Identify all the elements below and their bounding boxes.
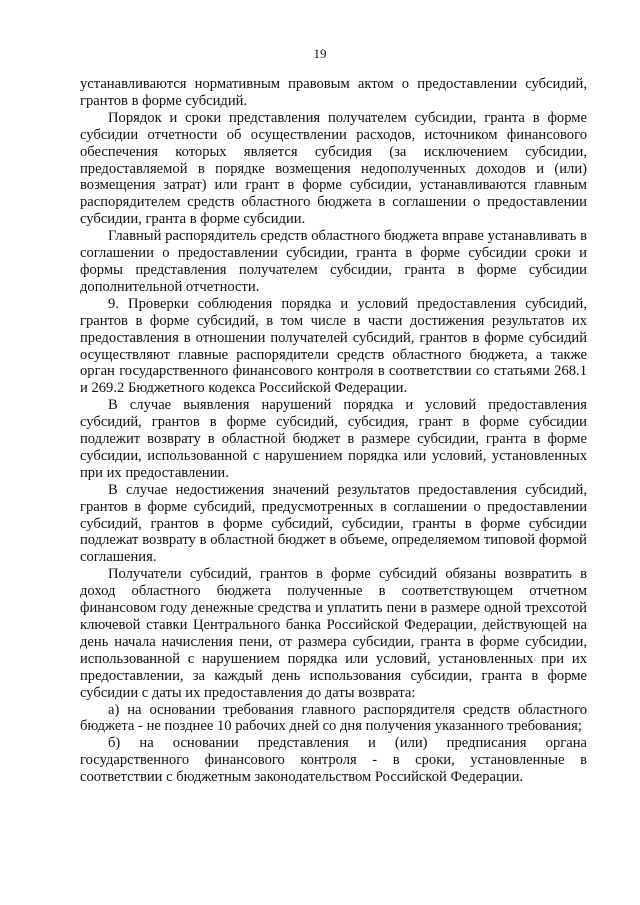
document-body xyxy=(80,76,587,786)
paragraph-continuation: устанавливаются нормативным правовым актом о предоставлении субсидий, грантов в форме субсидий. xyxy=(80,76,587,109)
paragraph-reporting-procedure: Порядок и сроки представления получателем субсидии, гранта в форме субсидии отчетности об осуществлении расходов, источником финансового обеспечения которых является субсидия (за исключением субсидии, предоставляемой в порядке возмещения недополученных доходов и (или) возмещения затрат) или грант в форме субсидии, устанавливаются главным распорядителем средств областного бюджета в соглашении о предоставлении субсидии, гранта в форме субсидии. xyxy=(80,109,587,228)
paragraph-subitem-b: б) на основании представления и (или) предписания органа государственного финансового контроля - в сроки, установленные в соответствии с бюджетным законодательством Российской Федерации. xyxy=(80,735,587,786)
page-number: 19 xyxy=(313,46,327,61)
paragraph-item-9-inspections: 9. Проверки соблюдения порядка и условий предоставления субсидий, грантов в форме субсидий, в том числе в части достижения результатов их предоставления в отношении получателей субсидий, грантов в форме субсидий осуществляют главные распорядители средств областного бюджета, а также орган государственного финансового контроля в соответствии со статьями 268.1 и 269.2 Бюджетного кодекса Российской Федерации. xyxy=(80,295,587,397)
paragraph-results-not-achieved: В случае недостижения значений результатов предоставления субсидий, грантов в форме субсидий, предусмотренных в соглашении о предоставлении субсидий, грантов в форме субсидий, субсидии, гранты в форме субсидии подлежат возврату в областной бюджет в объеме, определяемом типовой формой соглашения. xyxy=(80,481,587,566)
paragraph-penalty-obligation: Получатели субсидий, грантов в форме субсидий обязаны возвратить в доход областного бюджета полученные в соответствующем отчетном финансовом году денежные средства и уплатить пени в размере одной трехсотой ключевой ставки Центрального банка Российской Федерации, действующей на день начала начисления пени, от размера субсидии, гранта в форме субсидии, использованной с нарушением порядка или условий, установленных при их предоставлении, за каждый день использования субсидии, гранта в форме субсидии с даты их предоставления до даты возврата: xyxy=(80,566,587,701)
paragraph-subitem-a: а) на основании требования главного распорядителя средств областного бюджета - не позднее 10 рабочих дней со дня получения указанного требования; xyxy=(80,701,587,735)
paragraph-violations-return: В случае выявления нарушений порядка и условий предоставления субсидий, грантов в форме субсидий, субсидия, грант в форме субсидии подлежит возврату в областной бюджет в размере субсидии, гранта в форме субсидии, использованной с нарушением порядка или условий, установленных при их предоставлении. xyxy=(80,397,587,481)
paragraph-additional-reporting: Главный распорядитель средств областного бюджета вправе устанавливать в соглашении о предоставлении субсидии, гранта в форме субсидии сроки и формы представления получателем субсидии, гранта в форме субсидии дополнительной отчетности. xyxy=(80,228,587,295)
